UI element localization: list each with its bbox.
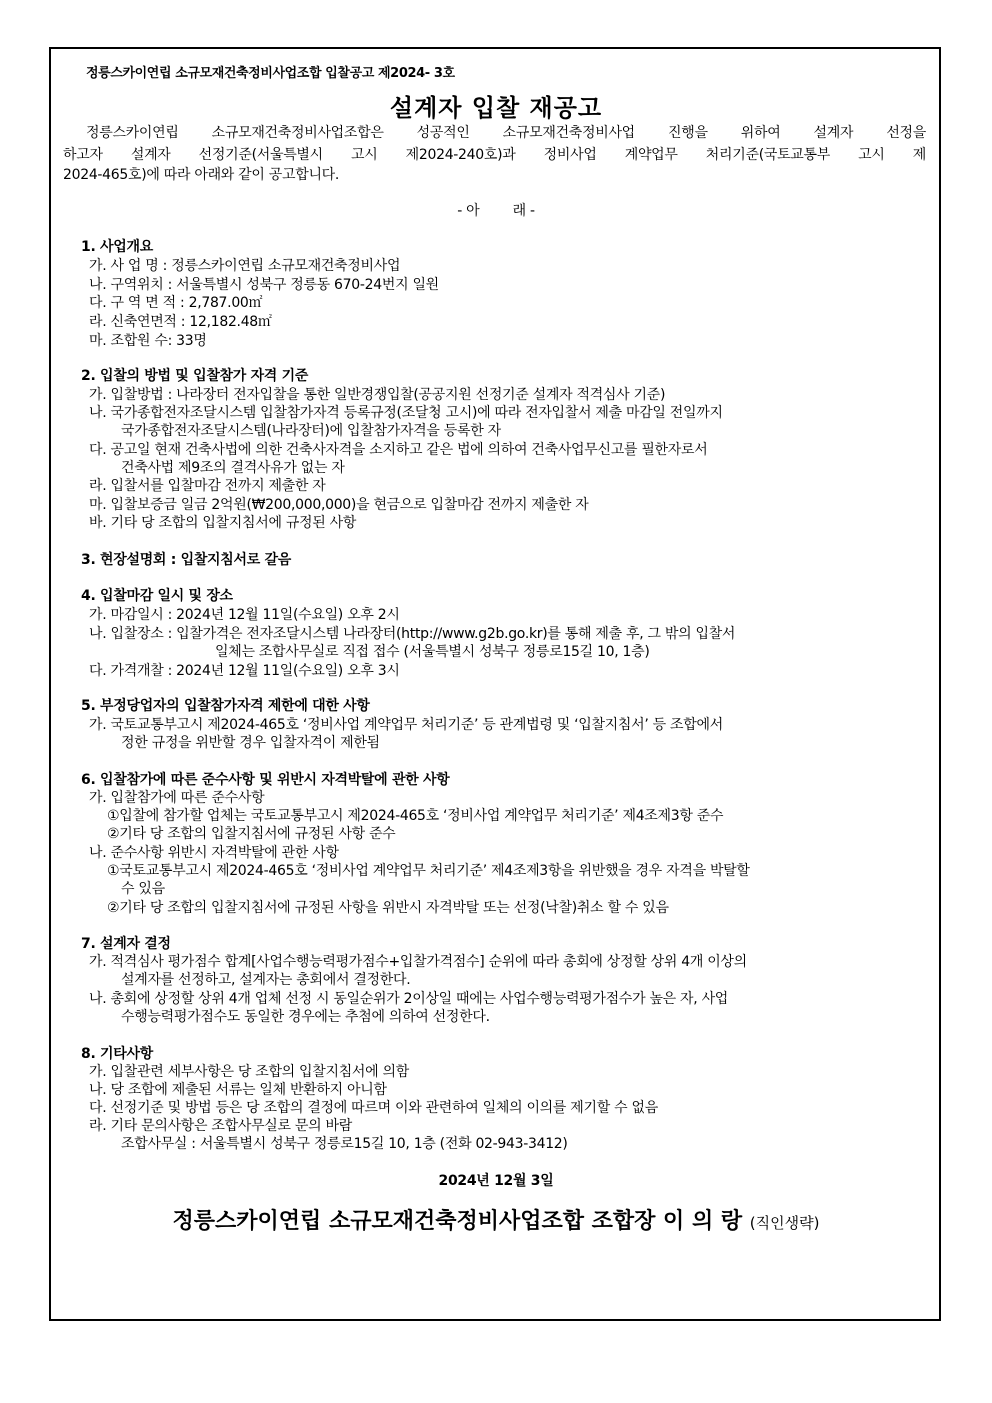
section-1-item: 가. 사 업 명 : 정릉스카이연립 소규모재건축정비사업: [89, 258, 401, 274]
intro-line-3: 2024-465호)에 따라 아래와 같이 공고합니다.: [63, 167, 340, 183]
section-6-subitem-cont: 수 있음: [121, 881, 165, 897]
section-5-heading: 5. 부정당업자의 입찰참가자격 제한에 대한 사항: [81, 698, 370, 714]
signature-note: (직인생략): [749, 1214, 820, 1232]
section-8-item: 가. 입찰관련 세부사항은 당 조합의 입찰지침서에 의함: [89, 1064, 409, 1080]
section-2-item-cont: 건축사법 제9조의 결격사유가 없는 자: [121, 460, 345, 476]
section-2-item: 바. 기타 당 조합의 입찰지침서에 규정된 사항: [89, 515, 357, 531]
section-1-item: 나. 구역위치 : 서울특별시 성북구 정릉동 670-24번지 일원: [89, 277, 439, 293]
section-6-item: 나. 준수사항 위반시 자격박탈에 관한 사항: [89, 845, 339, 861]
section-6-subitem: ②기타 당 조합의 입찰지침서에 규정된 사항을 위반시 자격박탈 또는 선정(낙찰)취소 할 수 있음: [107, 900, 669, 916]
section-6-subitem: ①입찰에 참가할 업체는 국토교통부고시 제2024-465호 ‘정비사업 계약업무 처리기준’ 제4조제3항 준수: [107, 808, 724, 824]
section-7-item-cont: 설계자를 선정하고, 설계자는 총회에서 결정한다.: [121, 972, 411, 988]
page-title: 설계자 입찰 재공고: [389, 94, 603, 122]
section-2-item: 라. 입찰서를 입찰마감 전까지 제출한 자: [89, 478, 326, 494]
section-7-item: 나. 총회에 상정할 상위 4개 업체 선정 시 동일순위가 2이상일 때에는 사업수행능력평가점수가 높은 자, 사업: [89, 991, 729, 1007]
section-6-subitem: ①국토교통부고시 제2024-465호 ‘정비사업 계약업무 처리기준’ 제4조제3항을 위반했을 경우 자격을 박탈할: [107, 863, 750, 879]
section-1-item: 다. 구 역 면 적 : 2,787.00㎡: [89, 295, 263, 311]
section-6-item: 가. 입찰참가에 따른 준수사항: [89, 790, 265, 806]
section-2-item: 나. 국가종합전자조달시스템 입찰참가자격 등록규정(조달청 고시)에 따라 전자입찰서 제출 마감일 전일까지: [89, 405, 723, 421]
section-3-heading: 3. 현장설명회 : 입찰지침서로 갈음: [81, 552, 291, 568]
section-4-item: 나. 입찰장소 : 입찰가격은 전자조달시스템 나라장터(http://www.g2b.go.kr)를 통해 제출 후, 그 밖의 입찰서: [89, 626, 736, 642]
section-8-heading: 8. 기타사항: [81, 1046, 153, 1062]
section-2-item-cont: 국가종합전자조달시스템(나라장터)에 입찰참가자격을 등록한 자: [121, 423, 501, 439]
below-mark: - 아 래 -: [457, 203, 535, 219]
section-8-office-address: 조합사무실 : 서울특별시 성북구 정릉로15길 10, 1층 (전화 02-943-3412): [121, 1136, 568, 1152]
section-2-item: 가. 입찰방법 : 나라장터 전자입찰을 통한 일반경쟁입찰(공공지원 선정기준 설계자 적격심사 기준): [89, 387, 666, 403]
section-2-item: 마. 입찰보증금 일금 2억원(₩200,000,000)을 현금으로 입찰마감 전까지 제출한 자: [89, 497, 589, 513]
intro-line-2: 하고자 설계자 선정기준(서울특별시 고시 제2024-240호)과 정비사업 계약업무 처리기준(국토교통부 고시 제: [63, 147, 926, 163]
notice-number: 정릉스카이연립 소규모재건축정비사업조합 입찰공고 제2024- 3호: [86, 66, 455, 81]
section-6-heading: 6. 입찰참가에 따른 준수사항 및 위반시 자격박탈에 관한 사항: [81, 772, 450, 788]
section-1-item: 라. 신축연면적 : 12,182.48㎡: [89, 314, 272, 330]
section-8-item: 다. 선정기준 및 방법 등은 당 조합의 결정에 따르며 이와 관련하여 일체의 이의를 제기할 수 없음: [89, 1100, 658, 1116]
section-7-heading: 7. 설계자 결정: [81, 936, 171, 952]
intro-line-1: 정릉스카이연립 소규모재건축정비사업조합은 성공적인 소규모재건축정비사업 진행을 위하여 설계자 선정을: [86, 125, 926, 141]
section-5-item-cont: 정한 규정을 위반할 경우 입찰자격이 제한됨: [121, 735, 380, 751]
section-6-subitem: ②기타 당 조합의 입찰지침서에 규정된 사항 준수: [107, 826, 396, 842]
section-4-item: 가. 마감일시 : 2024년 12월 11일(수요일) 오후 2시: [89, 607, 400, 623]
section-8-item: 나. 당 조합에 제출된 서류는 일체 반환하지 아니함: [89, 1082, 387, 1098]
section-4-item-cont: 일체는 조합사무실로 직접 접수 (서울특별시 성북구 정릉로15길 10, 1층): [215, 644, 650, 660]
section-8-item: 라. 기타 문의사항은 조합사무실로 문의 바람: [89, 1118, 352, 1134]
section-1-item: 마. 조합원 수: 33명: [89, 333, 207, 349]
section-5-item: 가. 국토교통부고시 제2024-465호 ‘정비사업 계약업무 처리기준’ 등 관계법령 및 ‘입찰지침서’ 등 조합에서: [89, 717, 723, 733]
signature-text: 정릉스카이연립 소규모재건축정비사업조합 조합장 이 의 랑: [172, 1209, 743, 1234]
section-4-heading: 4. 입찰마감 일시 및 장소: [81, 588, 233, 604]
section-2-heading: 2. 입찰의 방법 및 입찰참가 자격 기준: [81, 368, 309, 384]
section-4-item: 다. 가격개찰 : 2024년 12월 11일(수요일) 오후 3시: [89, 663, 400, 679]
section-7-item-cont: 수행능력평가점수도 동일한 경우에는 추첨에 의하여 선정한다.: [121, 1009, 490, 1025]
section-7-item: 가. 적격심사 평가점수 합계[사업수행능력평가점수+입찰가격점수] 순위에 따라 총회에 상정할 상위 4개 이상의: [89, 954, 747, 970]
signature: [0, 1208, 992, 1237]
section-1-heading: 1. 사업개요: [81, 239, 153, 255]
notice-date: 2024년 12월 3일: [438, 1173, 554, 1189]
section-2-item: 다. 공고일 현재 건축사법에 의한 건축사자격을 소지하고 같은 법에 의하여 건축사업무신고를 필한자로서: [89, 442, 708, 458]
